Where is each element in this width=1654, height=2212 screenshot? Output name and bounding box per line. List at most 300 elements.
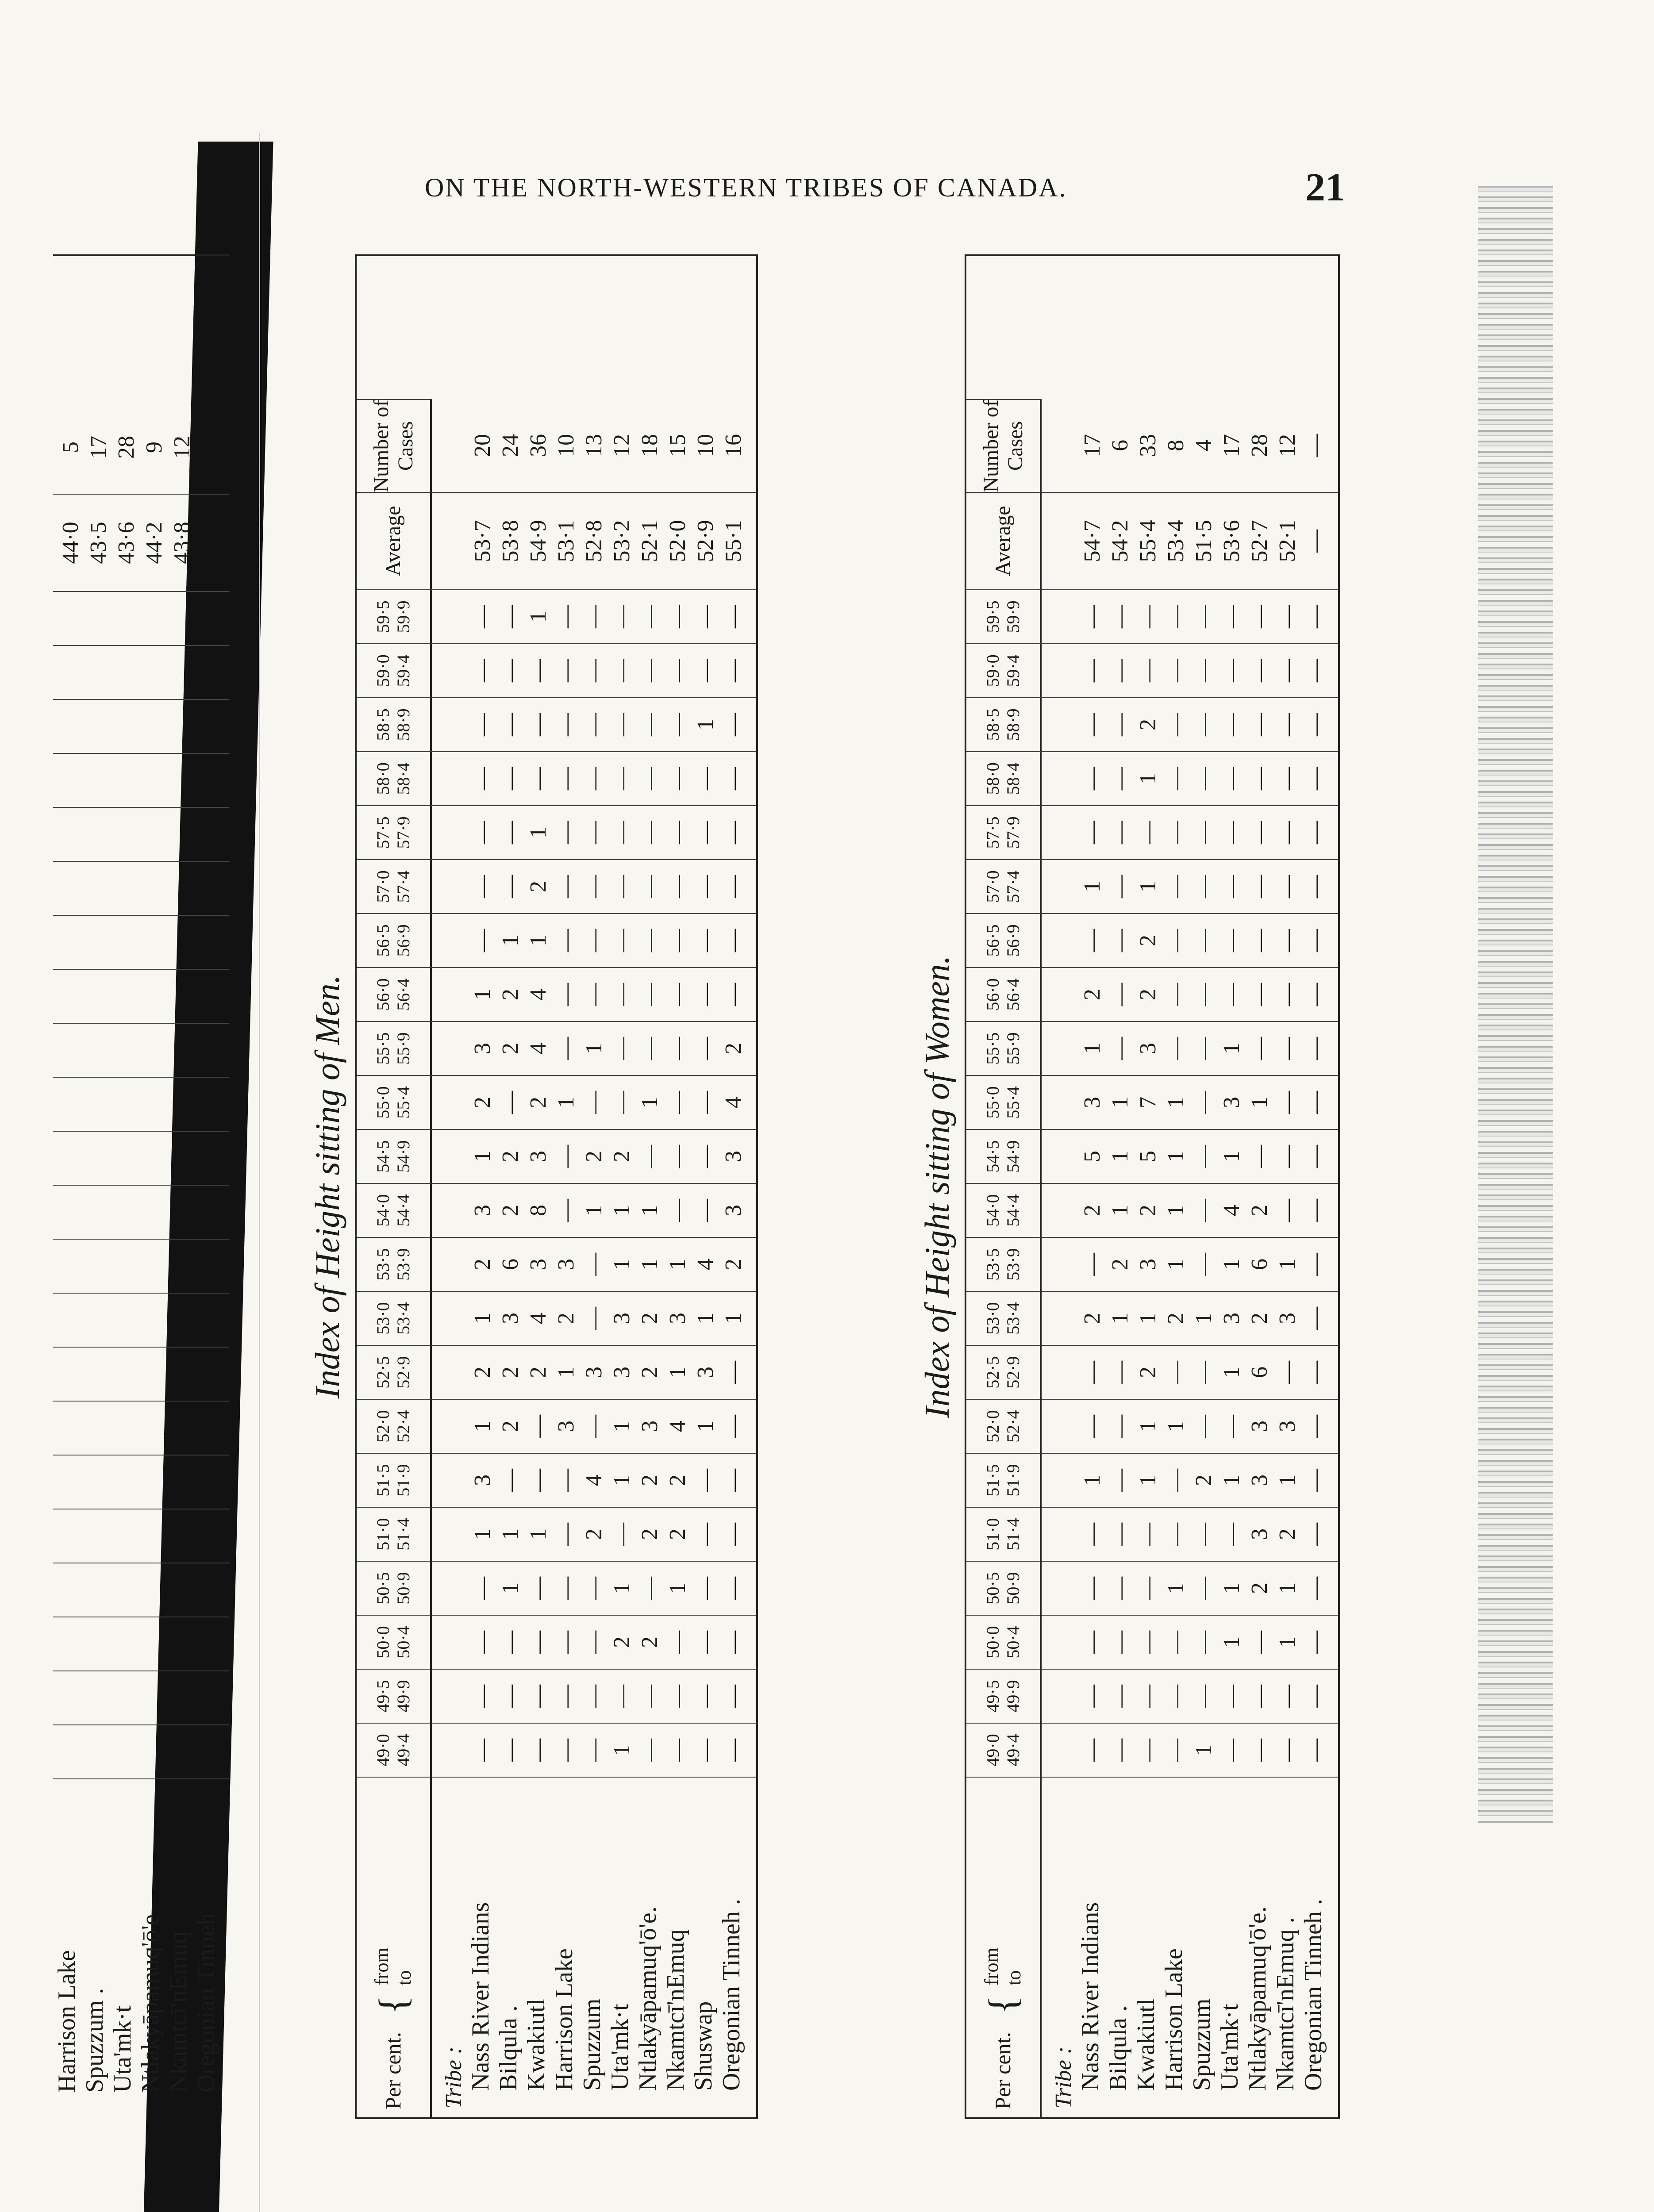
count-cell: — [693, 1091, 718, 1114]
range-from: 54·0 [373, 1194, 393, 1227]
cases-label: Cases [1004, 421, 1027, 471]
average-cell: 55·1 [721, 520, 746, 562]
count-cell: 1 [526, 611, 551, 622]
cases-cell: 10 [693, 434, 718, 457]
fragment-cases-cell: 28 [114, 436, 139, 459]
count-cell: 3 [1219, 1097, 1244, 1108]
tribe-name: Kwakiutl [1132, 1998, 1160, 2091]
count-cell: — [498, 1631, 523, 1654]
range-to: 58·9 [1003, 708, 1023, 741]
count-cell: 2 [1135, 935, 1161, 946]
count-cell: 1 [637, 1259, 662, 1270]
fragment-cases-column [53, 401, 229, 494]
range-to: 49·9 [393, 1680, 413, 1713]
count-cell: — [1303, 929, 1328, 952]
range-from: 50·0 [373, 1626, 393, 1659]
count-cell: — [1163, 1469, 1189, 1492]
range-column [1042, 1507, 1338, 1561]
count-cell: 2 [498, 989, 523, 1000]
range-to: 51·4 [1003, 1518, 1023, 1551]
count-cell: 1 [693, 1313, 718, 1324]
count-cell: — [526, 1469, 551, 1492]
count-cell: — [470, 821, 495, 844]
range-header [966, 1345, 1042, 1399]
running-title: ON THE NORTH-WESTERN TRIBES OF CANADA. [425, 173, 1067, 202]
tribe-name: Uta'mk·t [606, 2004, 634, 2091]
count-cell: — [721, 1631, 746, 1654]
range-column [1042, 859, 1338, 913]
range-column [432, 1561, 756, 1615]
range-from: 56·5 [373, 924, 393, 957]
count-cell: — [1191, 875, 1216, 898]
count-cell: — [526, 1631, 551, 1654]
tribe-name: Harrison Lake [550, 1948, 578, 2091]
tribe-name: Shuswap [690, 2001, 717, 2091]
tribe-name: Nass River Indians [467, 1902, 494, 2091]
count-cell: 2 [470, 1367, 495, 1378]
range-to: 59·4 [393, 654, 413, 687]
range-from: 52·5 [373, 1356, 393, 1389]
men-table-panel [300, 254, 746, 2119]
cases-header [966, 399, 1042, 492]
count-cell: 3 [526, 1151, 551, 1162]
count-cell: — [1080, 1523, 1105, 1546]
count-cell: — [1219, 875, 1244, 898]
count-cell: — [526, 767, 551, 790]
count-cell: — [665, 1037, 690, 1060]
average-cell: 52·9 [693, 520, 718, 562]
count-cell: 2 [637, 1475, 662, 1486]
tribe-name: Ntlakyāpamuq'ō'e. [634, 1906, 662, 2091]
range-to: 55·4 [393, 1086, 413, 1119]
range-to: 49·4 [1003, 1734, 1023, 1767]
count-cell: — [1108, 875, 1133, 898]
men-table [355, 254, 758, 2119]
count-cell: 1 [470, 1528, 495, 1540]
number-of-label: Number of [979, 399, 1003, 492]
count-cell: 1 [1080, 1475, 1105, 1486]
count-cell: — [1303, 713, 1328, 736]
count-cell: — [1303, 1685, 1328, 1708]
fragment-range-column [53, 699, 229, 753]
range-from: 58·5 [373, 708, 393, 741]
range-header [357, 1237, 432, 1291]
tribe-name: Oregonian Tinneh . [718, 1899, 745, 2091]
count-cell: — [554, 1577, 579, 1600]
count-cell: — [1219, 1523, 1244, 1546]
range-from: 53·5 [983, 1248, 1003, 1281]
count-cell: — [693, 1577, 718, 1600]
count-cell: 1 [693, 1421, 718, 1432]
count-cell: 1 [526, 1528, 551, 1540]
range-header [357, 1723, 432, 1777]
count-cell: — [526, 1415, 551, 1438]
range-column [432, 805, 756, 859]
count-cell: — [1247, 1685, 1272, 1708]
count-cell: — [554, 1199, 579, 1222]
count-cell: — [1303, 983, 1328, 1006]
average-cell: 52·1 [1275, 520, 1300, 562]
range-column [1042, 1237, 1338, 1291]
count-cell: 2 [498, 1043, 523, 1054]
count-cell: — [581, 821, 607, 844]
count-cell: — [609, 605, 635, 628]
count-cell: 6 [1247, 1367, 1272, 1378]
count-cell: 2 [721, 1043, 746, 1054]
count-cell: — [581, 1253, 607, 1276]
count-cell: — [1135, 605, 1161, 628]
count-cell: — [1303, 605, 1328, 628]
count-cell: — [637, 605, 662, 628]
fragment-range-column [53, 915, 229, 969]
range-column [1042, 643, 1338, 697]
range-to: 49·4 [393, 1734, 413, 1767]
from-label: from [371, 1947, 393, 1985]
range-header [357, 1507, 432, 1561]
count-cell: — [637, 1739, 662, 1762]
count-cell: 1 [1135, 1313, 1161, 1324]
count-cell: 2 [1135, 1205, 1161, 1216]
range-to: 51·4 [393, 1518, 413, 1551]
average-cell: 51·5 [1191, 520, 1216, 562]
to-label: to [393, 1970, 415, 1985]
count-cell: 1 [470, 1421, 495, 1432]
cases-cell: 33 [1135, 434, 1161, 457]
count-cell: — [1080, 1685, 1105, 1708]
range-from: 53·0 [373, 1302, 393, 1335]
count-cell: 5 [1080, 1151, 1105, 1162]
fragment-range-column [53, 861, 229, 915]
count-cell: — [721, 1577, 746, 1600]
count-cell: 1 [665, 1367, 690, 1378]
count-cell: — [665, 1685, 690, 1708]
range-from: 58·0 [373, 762, 393, 795]
fragment-tribe-name: Nkamtcī'nEmuq [165, 1931, 192, 2093]
count-cell: — [581, 875, 607, 898]
fragment-range-column [53, 1185, 229, 1239]
fragment-average-column [53, 494, 229, 591]
count-cell: 1 [498, 935, 523, 946]
cases-cell: 12 [1275, 434, 1300, 457]
count-cell: — [1303, 1199, 1328, 1222]
range-to: 53·4 [393, 1302, 413, 1335]
range-header [357, 1399, 432, 1453]
fragment-average-cell: 43·6 [114, 522, 139, 564]
count-cell: 1 [665, 1259, 690, 1270]
cases-cell: 17 [1080, 434, 1105, 457]
count-cell: — [1191, 659, 1216, 682]
count-cell: 1 [1163, 1582, 1189, 1594]
range-to: 59·9 [393, 600, 413, 633]
count-cell: 1 [1080, 881, 1105, 892]
count-cell: — [1275, 1361, 1300, 1384]
cases-cell: 8 [1163, 440, 1189, 451]
count-cell: 2 [581, 1528, 607, 1540]
count-cell: — [637, 1577, 662, 1600]
range-header [357, 1075, 432, 1129]
average-column [1042, 492, 1338, 589]
count-cell: — [665, 659, 690, 682]
count-cell: — [554, 713, 579, 736]
fragment-cases-cell: 17 [86, 436, 111, 459]
range-column [1042, 1669, 1338, 1723]
count-cell: — [1191, 983, 1216, 1006]
count-cell: — [721, 713, 746, 736]
range-column [1042, 589, 1338, 643]
count-cell: — [1275, 767, 1300, 790]
count-cell: 2 [1163, 1313, 1189, 1324]
fragment-range-column [53, 1563, 229, 1617]
count-cell: — [721, 605, 746, 628]
count-cell: 1 [1247, 1097, 1272, 1108]
average-column [432, 492, 756, 589]
count-cell: — [693, 929, 718, 952]
count-cell: 2 [498, 1205, 523, 1216]
range-from: 58·0 [983, 762, 1003, 795]
count-cell: 1 [665, 1582, 690, 1594]
count-cell: — [693, 659, 718, 682]
count-cell: — [1247, 1631, 1272, 1654]
count-cell: — [721, 1523, 746, 1546]
count-cell: 2 [1247, 1205, 1272, 1216]
count-cell: 1 [1275, 1259, 1300, 1270]
count-cell: — [1163, 713, 1189, 736]
range-column [1042, 1399, 1338, 1453]
range-column [1042, 1021, 1338, 1075]
range-to: 54·9 [393, 1140, 413, 1173]
count-cell: — [498, 767, 523, 790]
count-cell: — [1275, 983, 1300, 1006]
count-cell: — [1191, 1253, 1216, 1276]
range-column [432, 1615, 756, 1669]
count-cell: 3 [1135, 1043, 1161, 1054]
count-cell: 1 [1219, 1043, 1244, 1054]
count-cell: — [1080, 929, 1105, 952]
fragment-range-column [53, 807, 229, 861]
range-from: 51·0 [373, 1518, 393, 1551]
count-cell: — [665, 1091, 690, 1114]
count-cell: — [693, 821, 718, 844]
page-number: 21 [1305, 165, 1345, 209]
brace-glyph: { [371, 1995, 415, 2015]
count-cell: — [1135, 659, 1161, 682]
count-cell: 2 [498, 1421, 523, 1432]
count-cell: — [470, 875, 495, 898]
range-to: 54·9 [1003, 1140, 1023, 1173]
count-cell: 1 [1219, 1151, 1244, 1162]
count-cell: — [693, 1631, 718, 1654]
count-cell: 1 [1163, 1151, 1189, 1162]
fragment-range-column [53, 1401, 229, 1455]
count-cell: 4 [665, 1421, 690, 1432]
range-from: 59·5 [983, 600, 1003, 633]
tribe-name: Bilqula . [495, 2005, 522, 2091]
count-cell: — [1247, 983, 1272, 1006]
count-cell: 1 [1163, 1421, 1189, 1432]
range-from: 50·5 [983, 1572, 1003, 1605]
previous-table-fragment [53, 254, 230, 2119]
count-cell: 2 [1247, 1313, 1272, 1324]
count-cell: 2 [498, 1367, 523, 1378]
range-to: 52·9 [1003, 1356, 1023, 1389]
count-cell: — [1163, 1685, 1189, 1708]
count-cell: 1 [1135, 773, 1161, 784]
range-header [966, 1399, 1042, 1453]
count-cell: 3 [1247, 1528, 1272, 1540]
count-cell: — [1108, 767, 1133, 790]
range-column [1042, 1723, 1338, 1777]
count-cell: — [1108, 1361, 1133, 1384]
range-header [966, 1129, 1042, 1183]
range-to: 57·4 [1003, 870, 1023, 903]
count-cell: — [721, 767, 746, 790]
count-cell: 4 [526, 1043, 551, 1054]
count-cell: 1 [609, 1475, 635, 1486]
range-from: 55·5 [373, 1032, 393, 1065]
count-cell: 2 [665, 1475, 690, 1486]
range-column [1042, 697, 1338, 751]
range-to: 55·9 [393, 1032, 413, 1065]
range-header [357, 1021, 432, 1075]
fragment-average-cell: 44·2 [142, 522, 167, 564]
count-cell: — [470, 605, 495, 628]
count-cell: 3 [526, 1259, 551, 1270]
range-from: 49·0 [983, 1734, 1003, 1767]
count-cell: — [1163, 821, 1189, 844]
average-cell: 53·1 [554, 520, 579, 562]
fragment-average-cell: 44·0 [58, 522, 83, 564]
range-column [432, 1075, 756, 1129]
range-header [357, 1183, 432, 1237]
range-from: 57·5 [373, 816, 393, 849]
count-cell: — [1275, 713, 1300, 736]
cases-cell: 20 [470, 434, 495, 457]
count-cell: — [498, 875, 523, 898]
count-cell: — [665, 767, 690, 790]
range-column [1042, 1183, 1338, 1237]
count-cell: — [554, 821, 579, 844]
count-cell: — [1303, 767, 1328, 790]
count-cell: 1 [554, 1097, 579, 1108]
count-cell: — [498, 821, 523, 844]
count-cell: — [1191, 1631, 1216, 1654]
cases-cell: 6 [1108, 440, 1133, 451]
count-cell: — [1108, 605, 1133, 628]
count-cell: 1 [1135, 881, 1161, 892]
per-cent-label: Per cent. [381, 2032, 406, 2109]
fragment-range-column [53, 1023, 229, 1077]
count-cell: 1 [721, 1313, 746, 1324]
count-cell: — [1191, 713, 1216, 736]
count-cell: 1 [693, 719, 718, 730]
range-header [966, 1021, 1042, 1075]
range-header [966, 967, 1042, 1021]
count-cell: — [1303, 1253, 1328, 1276]
range-to: 50·9 [393, 1572, 413, 1605]
range-header [357, 913, 432, 967]
count-cell: — [1247, 767, 1272, 790]
count-cell: — [526, 659, 551, 682]
range-header [966, 1507, 1042, 1561]
count-cell: 2 [1191, 1475, 1216, 1486]
count-cell: — [637, 659, 662, 682]
count-cell: — [554, 1523, 579, 1546]
fragment-range-column [53, 753, 229, 807]
fragment-range-column [53, 1724, 229, 1778]
count-cell: — [554, 767, 579, 790]
count-cell: 2 [470, 1259, 495, 1270]
count-cell: — [1303, 1415, 1328, 1438]
count-cell: — [498, 713, 523, 736]
cases-label: Cases [394, 421, 417, 471]
count-cell: — [1275, 1199, 1300, 1222]
count-cell: — [1108, 1739, 1133, 1762]
range-from: 52·0 [983, 1410, 1003, 1443]
count-cell: — [1303, 1037, 1328, 1060]
range-header [357, 1453, 432, 1507]
count-cell: — [1108, 1631, 1133, 1654]
range-to: 57·4 [393, 870, 413, 903]
range-header [966, 697, 1042, 751]
range-header [357, 1291, 432, 1345]
range-to: 58·4 [393, 762, 413, 795]
range-from: 52·5 [983, 1356, 1003, 1389]
range-to: 54·4 [393, 1194, 413, 1227]
count-cell: — [1080, 1253, 1105, 1276]
count-cell: — [1303, 875, 1328, 898]
count-cell: — [1135, 1739, 1161, 1762]
count-cell: — [554, 659, 579, 682]
count-cell: 3 [1247, 1421, 1272, 1432]
average-cell: 53·4 [1163, 520, 1189, 562]
count-cell: — [665, 983, 690, 1006]
count-cell: 2 [637, 1528, 662, 1540]
range-header [357, 1129, 432, 1183]
count-cell: 1 [470, 1313, 495, 1324]
range-header [966, 589, 1042, 643]
count-cell: 3 [1135, 1259, 1161, 1270]
count-cell: — [1219, 1685, 1244, 1708]
men-table-caption: Index of Height sitting of Men. [308, 975, 346, 1399]
tribe-name: Bilqula . [1104, 2005, 1132, 2091]
count-cell: — [1219, 983, 1244, 1006]
count-cell: — [1191, 821, 1216, 844]
count-cell: — [1191, 1091, 1216, 1114]
count-cell: — [581, 659, 607, 682]
average-cell: 53·2 [609, 520, 635, 562]
count-cell: — [1275, 929, 1300, 952]
tribe-heading: Tribe : [441, 2046, 466, 2108]
count-cell: 1 [1275, 1636, 1300, 1648]
count-cell: — [1191, 1037, 1216, 1060]
count-cell: — [693, 605, 718, 628]
count-cell: — [637, 713, 662, 736]
fragment-tribe-name: Spuzzum . [81, 1988, 108, 2093]
count-cell: — [1080, 713, 1105, 736]
count-cell: 1 [1135, 1421, 1161, 1432]
range-from: 54·5 [373, 1140, 393, 1173]
fragment-range-column [53, 1293, 229, 1347]
count-cell: 3 [693, 1367, 718, 1378]
count-cell: 1 [526, 827, 551, 838]
count-cell: 2 [1080, 989, 1105, 1000]
count-cell: 2 [526, 1097, 551, 1108]
range-from: 51·0 [983, 1518, 1003, 1551]
range-to: 57·9 [1003, 816, 1023, 849]
range-header [357, 751, 432, 805]
cases-cell: 12 [609, 434, 635, 457]
count-cell: 1 [637, 1097, 662, 1108]
